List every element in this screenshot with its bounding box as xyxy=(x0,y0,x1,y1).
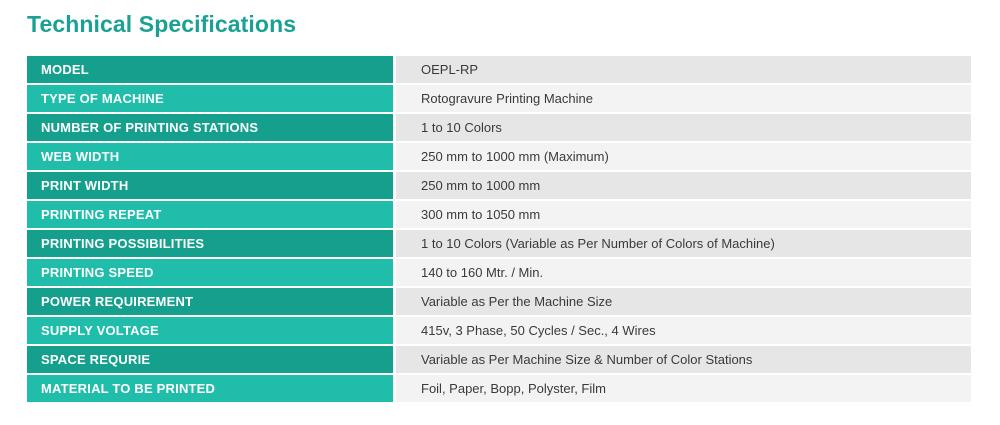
table-row xyxy=(27,201,971,230)
spec-label: WEB WIDTH xyxy=(27,143,393,172)
spec-value: Variable as Per Machine Size & Number of Color Stations xyxy=(396,346,971,375)
spec-value: 250 mm to 1000 mm (Maximum) xyxy=(396,143,971,172)
spec-label: PRINTING REPEAT xyxy=(27,201,393,230)
spec-label: TYPE OF MACHINE xyxy=(27,85,393,114)
spec-label: PRINTING SPEED xyxy=(27,259,393,288)
table-row xyxy=(27,288,971,317)
table-row xyxy=(27,346,971,375)
spec-label: MODEL xyxy=(27,56,393,85)
spec-label: PRINTING POSSIBILITIES xyxy=(27,230,393,259)
table-row xyxy=(27,56,971,85)
spec-value: 140 to 160 Mtr. / Min. xyxy=(396,259,971,288)
spec-value: Foil, Paper, Bopp, Polyster, Film xyxy=(396,375,971,404)
table-row xyxy=(27,172,971,201)
table-row xyxy=(27,375,971,404)
spec-value: Rotogravure Printing Machine xyxy=(396,85,971,114)
spec-label: NUMBER OF PRINTING STATIONS xyxy=(27,114,393,143)
spec-value: 415v, 3 Phase, 50 Cycles / Sec., 4 Wires xyxy=(396,317,971,346)
spec-value: OEPL-RP xyxy=(396,56,971,85)
page-title: Technical Specifications xyxy=(27,11,297,37)
spec-value: 1 to 10 Colors (Variable as Per Number of Colors of Machine) xyxy=(396,230,971,259)
spec-label: POWER REQUIREMENT xyxy=(27,288,393,317)
spec-value: 300 mm to 1050 mm xyxy=(396,201,971,230)
table-row xyxy=(27,114,971,143)
table-row xyxy=(27,259,971,288)
spec-label: MATERIAL TO BE PRINTED xyxy=(27,375,393,404)
spec-label: SPACE REQURIE xyxy=(27,346,393,375)
spec-label: PRINT WIDTH xyxy=(27,172,393,201)
table-row xyxy=(27,143,971,172)
table-row xyxy=(27,230,971,259)
spec-value: 250 mm to 1000 mm xyxy=(396,172,971,201)
table-row xyxy=(27,317,971,346)
specifications-table-body xyxy=(27,56,971,404)
spec-value: 1 to 10 Colors xyxy=(396,114,971,143)
specifications-table xyxy=(27,56,971,404)
table-row xyxy=(27,85,971,114)
spec-value: Variable as Per the Machine Size xyxy=(396,288,971,317)
spec-label: SUPPLY VOLTAGE xyxy=(27,317,393,346)
